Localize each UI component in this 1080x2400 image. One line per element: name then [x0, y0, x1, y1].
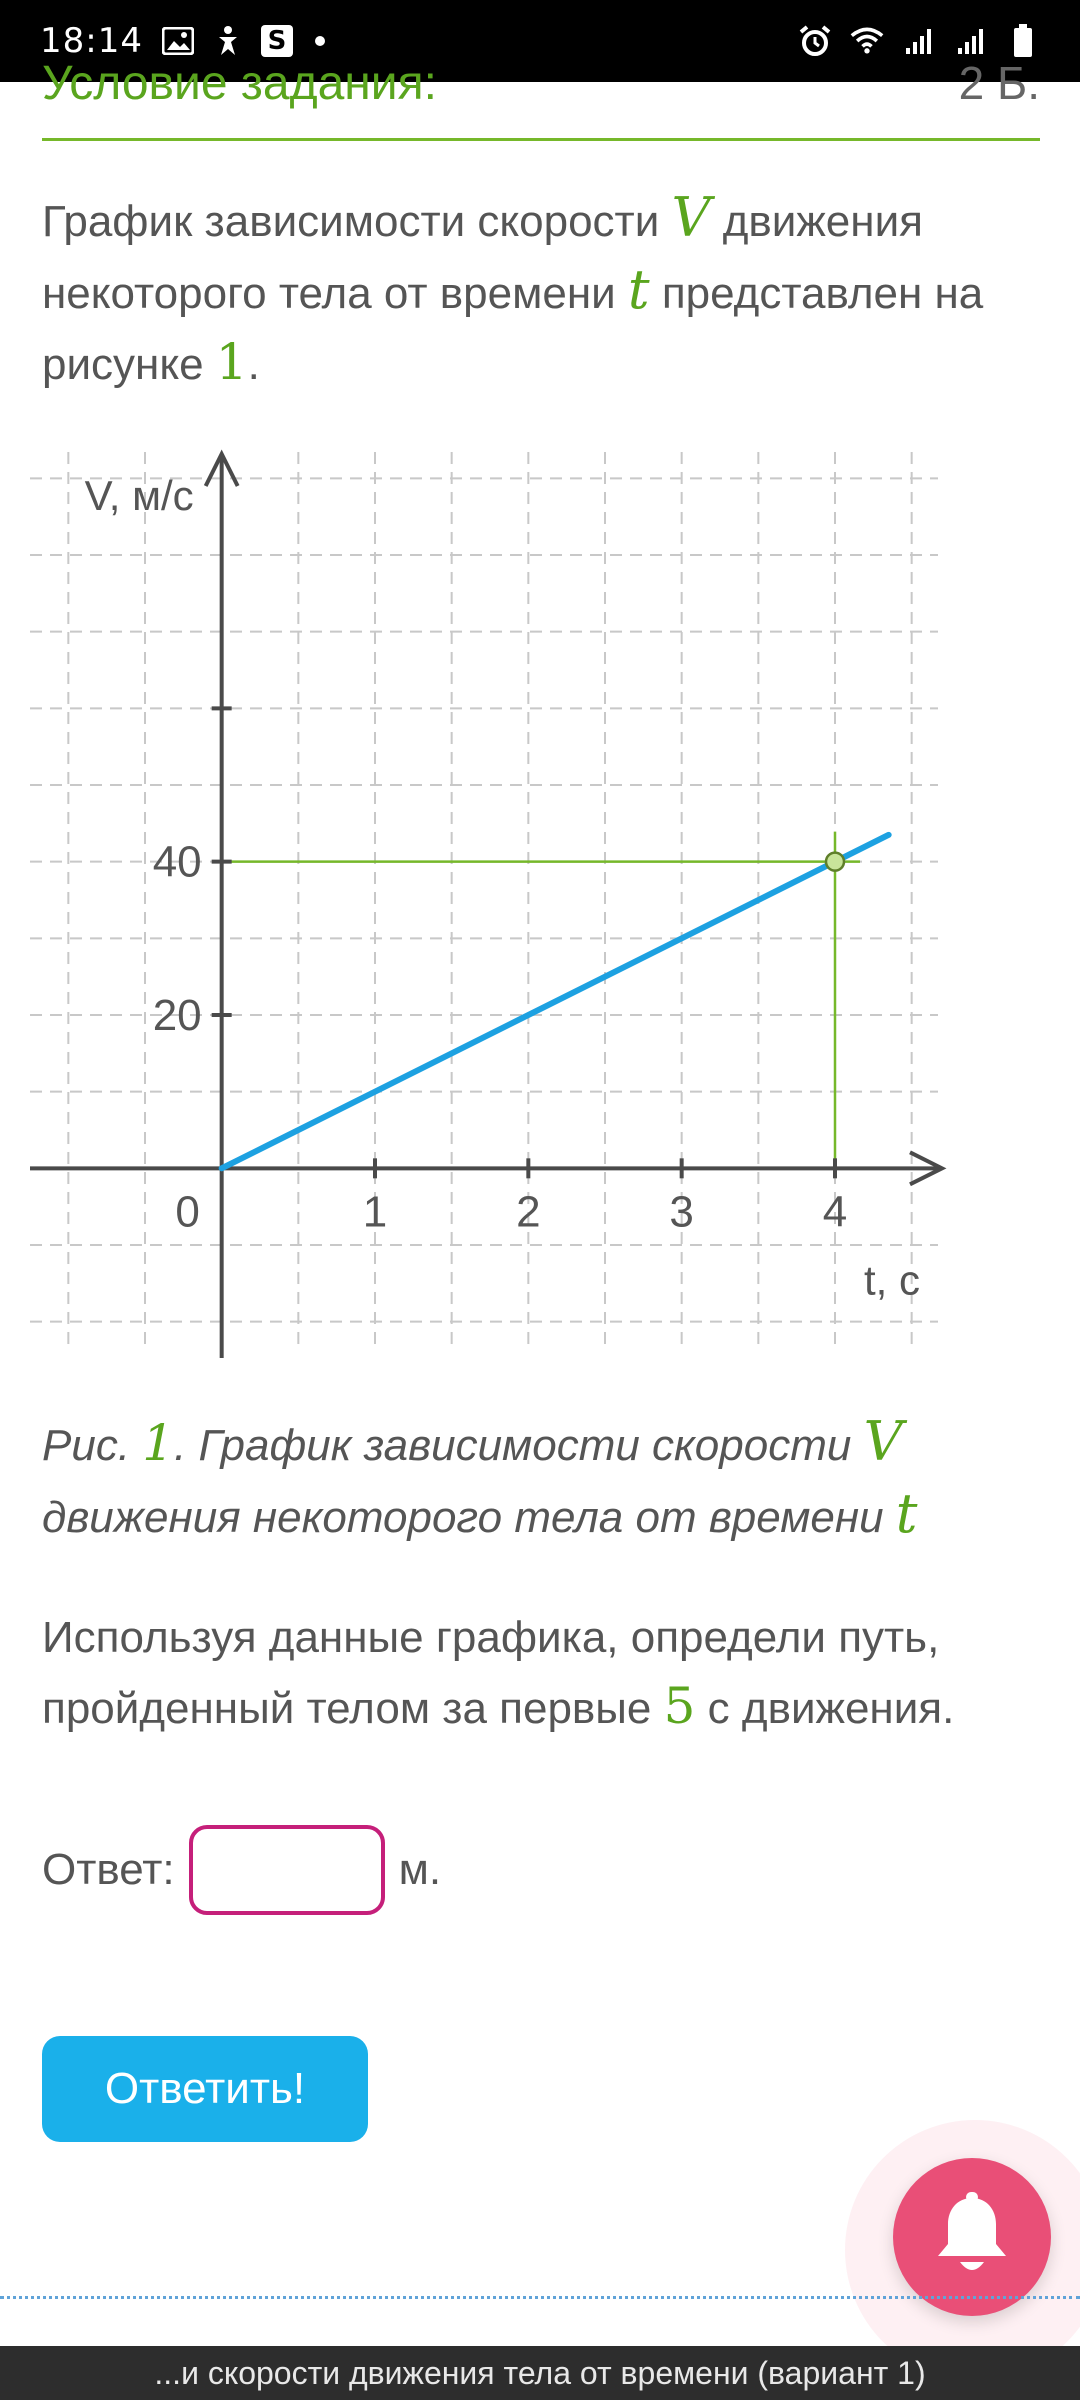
- x-axis-label: t, с: [863, 1256, 920, 1304]
- caption-text-3: движения некоторого тела от времени: [42, 1493, 896, 1542]
- y-tick-label: 40: [152, 837, 202, 887]
- x-tick-label: 2: [516, 1187, 541, 1237]
- x-tick-label: 0: [175, 1187, 200, 1237]
- var-t: t: [627, 258, 650, 321]
- intro-text-3: представлен на рисунке: [42, 269, 984, 389]
- bottom-title: ...и скорости движения тела от времени (вариант 1): [154, 2354, 926, 2391]
- chart-labels: [85, 472, 920, 1303]
- question-text-1: Используя данные графика, определи путь, пройденный телом за первые: [42, 1613, 940, 1733]
- answer-row: [42, 1820, 441, 1920]
- question-text: [42, 1604, 1042, 1743]
- var-v: V: [671, 186, 711, 249]
- divider: [0, 2296, 1080, 2299]
- question-number: 5: [663, 1677, 696, 1735]
- caption-text-2: . График зависимости скорости: [174, 1421, 864, 1470]
- marked-point: [826, 853, 844, 871]
- notification-bell-button[interactable]: [893, 2158, 1051, 2316]
- task-points: 2 Б.: [958, 57, 1040, 109]
- answer-unit: м.: [398, 1845, 442, 1894]
- velocity-time-chart: [30, 440, 950, 1360]
- y-tick-label: 20: [152, 991, 202, 1040]
- intro-text-2: движения некоторого тела от времени: [42, 197, 923, 318]
- figure-caption: [42, 1408, 1042, 1552]
- question-text-2: с движения.: [695, 1684, 955, 1733]
- answer-input[interactable]: [189, 1825, 385, 1915]
- caption-figure-number: 1: [142, 1414, 175, 1472]
- task-intro-text: [42, 184, 1042, 399]
- bottom-title-bar: [0, 2346, 1080, 2400]
- intro-text-4: .: [247, 340, 260, 389]
- task-header: [42, 50, 1040, 141]
- status-time: 18:14: [40, 21, 143, 61]
- y-axis-label: V, м/с: [84, 472, 194, 519]
- velocity-line: [222, 835, 889, 1168]
- chart-grid: [30, 452, 938, 1350]
- answer-label: Ответ:: [42, 1845, 175, 1894]
- caption-var-v: V: [863, 1410, 903, 1473]
- x-tick-label: 4: [822, 1187, 848, 1237]
- x-tick-label: 3: [669, 1187, 694, 1237]
- chart-series: [222, 835, 889, 1168]
- submit-button[interactable]: Ответить!: [42, 2036, 368, 2142]
- s-app-icon: S: [261, 25, 293, 57]
- intro-text-1: График зависимости скорости: [42, 197, 672, 246]
- caption-text-1: Рис.: [42, 1421, 143, 1470]
- chart-axes: [30, 454, 942, 1358]
- figure-number: 1: [215, 333, 248, 391]
- dot-icon: [315, 36, 325, 46]
- x-tick-label: 1: [362, 1187, 388, 1237]
- bell-icon: [930, 2192, 1014, 2282]
- caption-var-t: t: [895, 1482, 918, 1545]
- task-header-title: Условие задания:: [42, 57, 437, 110]
